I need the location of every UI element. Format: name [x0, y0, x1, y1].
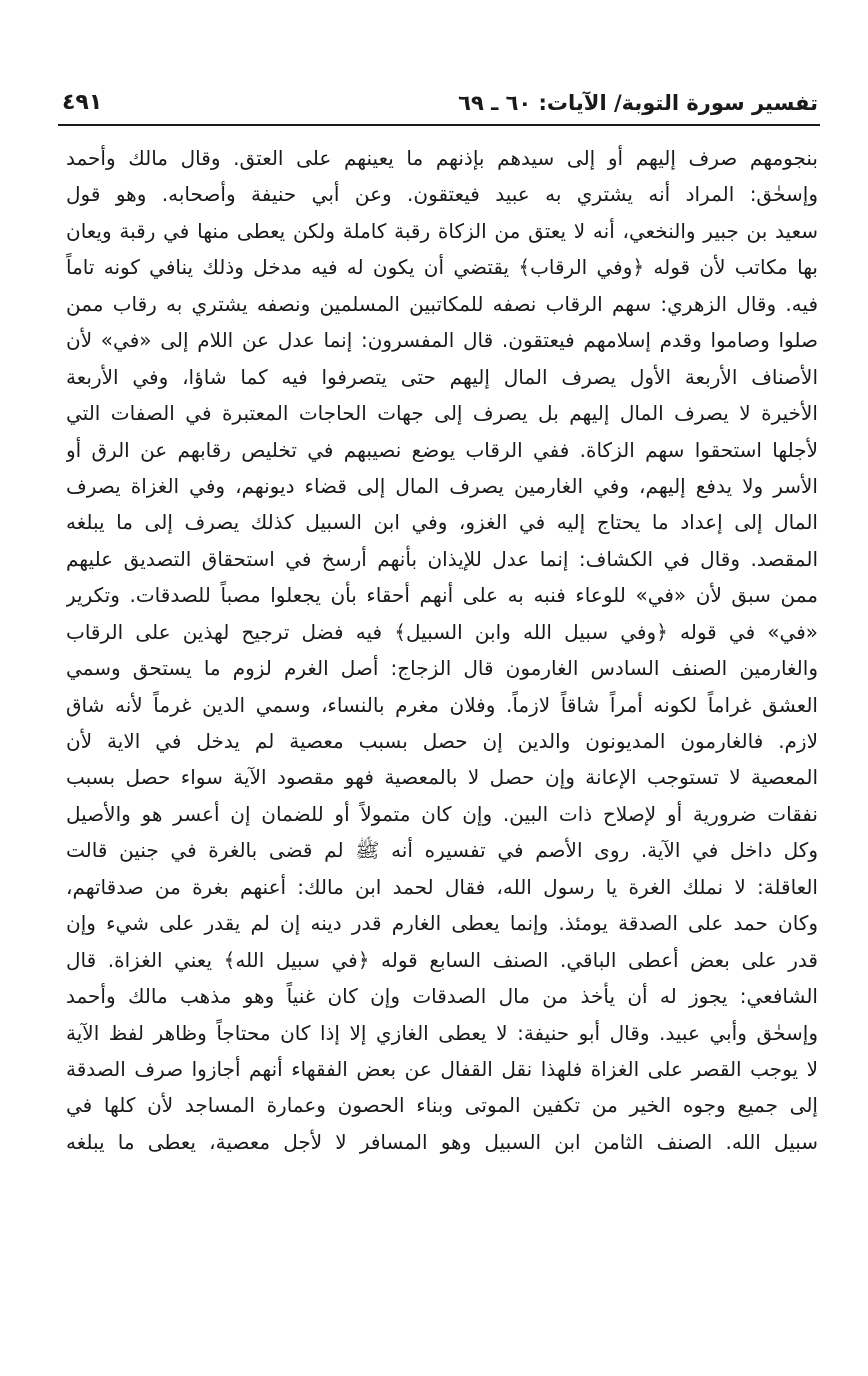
text-line: الأخيرة لا يصرف المال إليهم بل يصرف إلى جهات الحاجات المعتبرة في الصفات التي [66, 401, 818, 426]
header-title: تفسير سورة التوبة/ الآيات: ٦٠ ـ ٦٩ [458, 91, 818, 115]
text-line: صلوا وصاموا وقدم إسلامهم فيعتقون. قال المفسرون: إنما عدل عن اللام إلى «في» لأن [66, 328, 818, 353]
text-line: فيه. وقال الزهري: سهم الرقاب نصفه للمكاتبين المسلمين ونصفه يشتري به رقاب ممن [66, 291, 818, 316]
text-line: المقصد. وقال في الكشاف: إنما عدل للإيذان بأنهم أرسخ في استحقاق التصديق عليهم [66, 546, 818, 571]
running-header [62, 88, 818, 122]
text-line: سعيد بن جبير والنخعي، أنه لا يعتق من الزكاة رقبة كاملة ولكن يعطى منها في رقبة ويعان [66, 218, 818, 243]
text-line: لا يوجب القصر على الغزاة فلهذا نقل القفال عن بعض الفقهاء أنهم أجازوا صرف الصدقة [66, 1056, 818, 1081]
text-line: وإسحٰق وأبي عبيد. وقال أبو حنيفة: لا يعطى الغازي إلا إذا كان محتاجاً وظاهر لفظ الآية [66, 1020, 818, 1045]
text-line: بنجومهم صرف إليهم أو إلى سيدهم بإذنهم ما يعينهم على العتق. وقال مالك وأحمد [66, 146, 818, 170]
text-line: بها مكاتب لأن قوله ﴿وفي الرقاب﴾ يقتضي أن يكون له فيه مدخل وذلك ينافي كونه تاماً [66, 255, 818, 280]
text-line: والغارمين الصنف السادس الغارمون قال الزجاج: أصل الغرم لزوم ما يستحق وسمي [66, 656, 818, 681]
text-line: ممن سبق لأن «في» للوعاء فنبه به على أنهم أحقاء بأن يجعلوا مصباً للصدقات. وتكرير [66, 583, 818, 608]
text-line: لأجلها استحقوا سهم الزكاة. ففي الرقاب يوضع نصيبهم في تخليص رقابهم عن الرق أو [66, 437, 818, 462]
header-rule [58, 124, 820, 126]
text-line: إلى جميع وجوه الخير من تكفين الموتى وبناء الحصون وعمارة المساجد لأن كلها في [66, 1093, 818, 1118]
text-line: «في» في قوله ﴿وفي سبيل الله وابن السبيل﴾ فيه فضل ترجيح لهذين على الرقاب [66, 619, 818, 644]
text-line: وكان حمد على الصدقة يومئذ. وإنما يعطى الغارم قدر دينه إن لم يقدر على شيء وإن [66, 911, 818, 936]
text-line: العشق غراماً لكونه أمراً شاقاً لازماً. وفلان مغرم بالنساء، وسمي الدين غرماً لأنه شاق [66, 692, 818, 717]
text-line: العاقلة: لا نملك الغرة يا رسول الله، فقال لحمد ابن مالك: أعنهم بغرة من صدقاتهم، [66, 874, 818, 899]
text-line: المال إلى إعداد ما يحتاج إليه في الغزو، وفي ابن السبيل كذلك يصرف إلى ما يبلغه [66, 510, 818, 535]
text-line: الأسر ولا يدفع إليهم، وفي الغارمين يصرف المال إلى قضاء ديونهم، وفي الغزاة يصرف [66, 473, 818, 498]
body-text [66, 140, 818, 1160]
text-line: قدر على بعض أعطى الباقي. الصنف السابع قوله ﴿في سبيل الله﴾ يعني الغزاة. قال [66, 947, 818, 972]
text-line: الشافعي: يجوز له أن يأخذ من مال الصدقات وإن كان غنياً وهو مذهب مالك وأحمد [66, 984, 818, 1009]
text-line: وكل داخل في الآية. روى الأصم في تفسيره أنه ﷺ لم قضى بالغرة في جنين قالت [66, 838, 818, 863]
text-line: الأصناف الأربعة الأول يصرف المال إليهم حتى يتصرفوا فيه كما شاؤا، وفي الأربعة [66, 364, 818, 389]
text-line: وإسحٰق: المراد أنه يشتري به عبيد فيعتقون. وعن أبي حنيفة وأصحابه. وهو قول [66, 182, 818, 207]
text-line: المعصية لا تستوجب الإعانة وإن حصل لا بالمعصية فهو مقصود الآية سواء حصل بسبب [66, 765, 818, 790]
text-line: سبيل الله. الصنف الثامن ابن السبيل وهو المسافر لا لأجل معصية، يعطى ما يبلغه [66, 1129, 818, 1154]
text-line: لازم. فالغارمون المديونون والدين إن حصل بسبب معصية لم يدخل في الاية لأن [66, 729, 818, 753]
text-line: نفقات ضرورية أو لإصلاح ذات البين. وإن كان متمولاً أو للضمان إن أعسر هو والأصيل [66, 801, 818, 826]
page-number: ٤٩١ [62, 90, 103, 115]
